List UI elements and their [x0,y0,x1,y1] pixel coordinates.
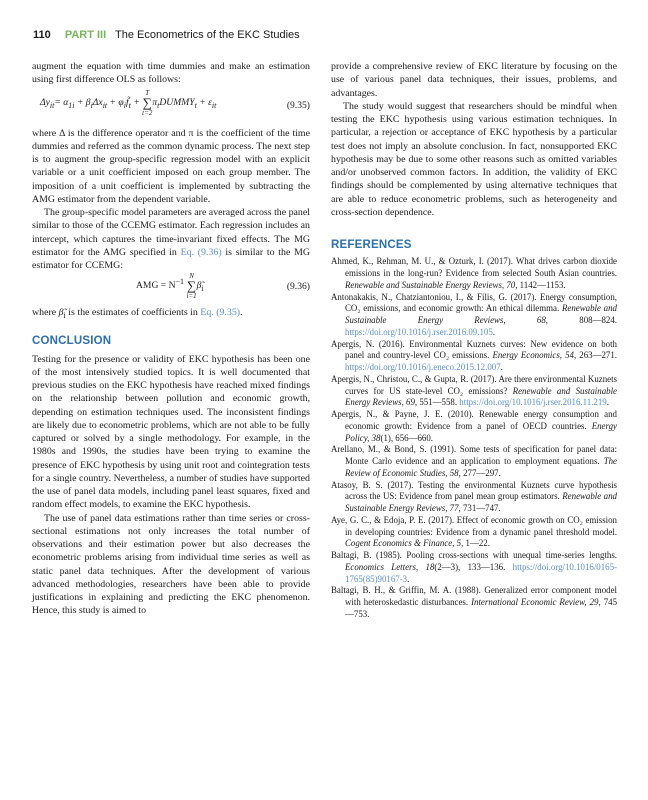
left-column [32,60,310,618]
equation-9-35-body: $\Delta y_{it}= \alpha_{1i} + \beta_i\Delta x_{it} + \varphi_if_t + T$ ∑ $t=2\pi_tDUMMY_t + \varepsilon_{it}$ [40,88,217,117]
body-paragraph: Testing for the presence or validity of EKC hypothesis has been one of the most intensively studied topics. It is well documented that previous studies on the EKC hypothesis have reached mixed findings on the relationship between pollution and economic growth, depending on estimation techniques used. The inconsistent findings are likely due to econometric problems, which are not able to be fully captured or solved by a single methodology. For example, in the 1980s and 1990s, the studies have been trying to examine the presence of EKC hypothesis by using unit root and cointegration tests for a single country. Nevertheless, a number of studies have supported the use of panel data models, including panel least squares, fixed and random effect models, to examine the EKC hypothesis. [32,353,310,511]
equation-9-36-body: AMG = $N^{-1}$ N ∑ $i=1\betã_i$ [136,272,204,301]
reference-item: Aye, G. C., & Edoja, P. E. (2017). Effect of economic growth on CO₂ emission in developing countries: Evidence from a dynamic panel threshold model. Cogent Economics & Finance, 5, 1—22. [331,514,617,549]
body-paragraph: where Δ is the difference operator and π is the coefficient of the time dummies and referred as the common dynamic process. The next step is to augment the group-specific regression model with an explicit variable or a unit coefficient imposed on each group member. The imposition of a unit coefficient is implemented by subtracting the AMG estimator from the dependent variable. [32,127,310,205]
summation-symbol: N ∑ i=1 [186,272,197,301]
equation-link[interactable]: Eq. (9.35) [200,307,241,319]
body-paragraph: The study would suggest that researchers should be mindful when testing the EKC hypothesis using various estimation techniques. In particular, a rejection or acceptance of EKC hypothesis by a particular test does not imply an absolute conclusion. In fact, nonsupported EKC hypothesis may be due to some other reasons such as omitted variables and/or unobserved common factors. In addition, the validity of EKC findings should be complemented by using alternative techniques that are able to reduce econometric problems, such as heterogeneity and cross-section dependence. [331,100,617,218]
running-header [33,29,617,47]
body-paragraph: The group-specific model parameters are averaged across the panel similar to those of the CCEMG estimator. Each regression includes an intercept, which captures the time-invariant fixed effects. The MG estimator for the AMG specified in Eq. (9.36) is similar to the MG estimator for CCEMG: [32,207,311,271]
equation-9-35 [32,87,310,127]
body-paragraph: where $\betã_i$ is the estimates of coefficients in Eq. (9.35). [32,307,243,321]
section-heading-references: REFERENCES [331,239,412,251]
reference-item: Apergis, N., Christou, C., & Gupta, R. (2017). Are there environmental Kuznets curves for US state-level CO₂ emissions? Renewable and Sustainable Energy Reviews, 69, 551—558. https://doi.org/10.1016/j.rser.2016.11.219. [331,373,617,408]
summation-symbol: T ∑ t=2 [142,88,153,117]
reference-item: Arellano, M., & Bond, S. (1991). Some tests of specification for panel data: Monte Carlo evidence and an application to employment equations. The Review of Economic Studies, 58, 277—297. [331,444,617,478]
body-paragraph: The use of panel data estimations rather than time series or cross-sectional estimations not only increases the total number of observations and their estimation power but also decreases the econometric problems arising from individual time series as well as static panel data techniques. After the development of various advanced methodologies, researchers have been able to provide justifications in explaining and predicting the EKC phenomenon. Hence, this study is aimed to [32,512,310,617]
page-number: 110 [33,29,51,41]
body-paragraph: provide a comprehensive review of EKC literature by focusing on the use of various panel data techniques, their issues, problems, and advantages. [331,61,617,99]
reference-item: Ahmed, K., Rehman, M. U., & Ozturk, I. (2017). What drives carbon dioxide emissions in the long-run? Evidence from selected South Asian countries. Renewable and Sustainable Energy Reviews, 70, 1142—1153. [331,256,617,290]
equation-9-36 [32,272,310,306]
doi-link[interactable]: https://doi.org/10.1016/0165-1765(85)90167-3 [345,561,617,584]
doi-link[interactable]: https://doi.org/10.1016/j.eneco.2015.12.007 [345,362,501,372]
reference-item: Antonakakis, N., Chatziantoniou, I., & Filis, G. (2017). Energy consumption, CO₂ emissions, and economic growth: An ethical dilemma. Renewable and Sustainable Energy Reviews, 68, 808—824. https://doi.org/10.1016/j.rser.2016.09.105. [331,291,617,337]
reference-item: Baltagi, B. (1985). Pooling cross-sections with unequal time-series lengths. Economics Letters, 18(2—3), 133—136. https://doi.org/10.1016/0165-1765(85)90167-3. [331,550,617,584]
reference-item: Atasoy, B. S. (2017). Testing the environmental Kuznets curve hypothesis across the US: Evidence from panel mean group estimators. Renewable and Sustainable Energy Reviews, 77, 731—747. [331,479,617,513]
part-label: PART III [64,29,107,41]
reference-item: Apergis, N. (2016). Environmental Kuznets curves: New evidence on both panel and country-level CO₂ emissions. Energy Economics, 54, 263—271. https://doi.org/10.1016/j.eneco.2015.12.007. [331,338,617,372]
doi-link[interactable]: https://doi.org/10.1016/j.rser.2016.09.105 [345,326,493,337]
section-heading-conclusion: CONCLUSION [32,335,112,348]
intro-paragraph: augment the equation with time dummies and make an estimation using first difference OLS as follows: [32,61,310,86]
doi-link[interactable]: https://doi.org/10.1016/j.rser.2016.11.219 [459,397,607,408]
reference-item: Baltagi, B. H., & Griffin, M. A. (1988). Generalized error component model with heteroskedastic disturbances. International Economic Review, 29, 745—753. [331,585,617,619]
reference-item: Apergis, N., & Payne, J. E. (2010). Renewable energy consumption and economic growth: Evidence from a panel of OECD countries. Energy Policy, 38(1), 656—660. [331,409,617,443]
equation-number: (9.35) [286,99,310,111]
reference-list [331,256,617,620]
equation-link[interactable]: Eq. (9.36) [180,246,222,258]
equation-number: (9.36) [286,281,310,293]
right-column [331,60,617,621]
book-title: The Econometrics of the EKC Studies [115,29,300,41]
